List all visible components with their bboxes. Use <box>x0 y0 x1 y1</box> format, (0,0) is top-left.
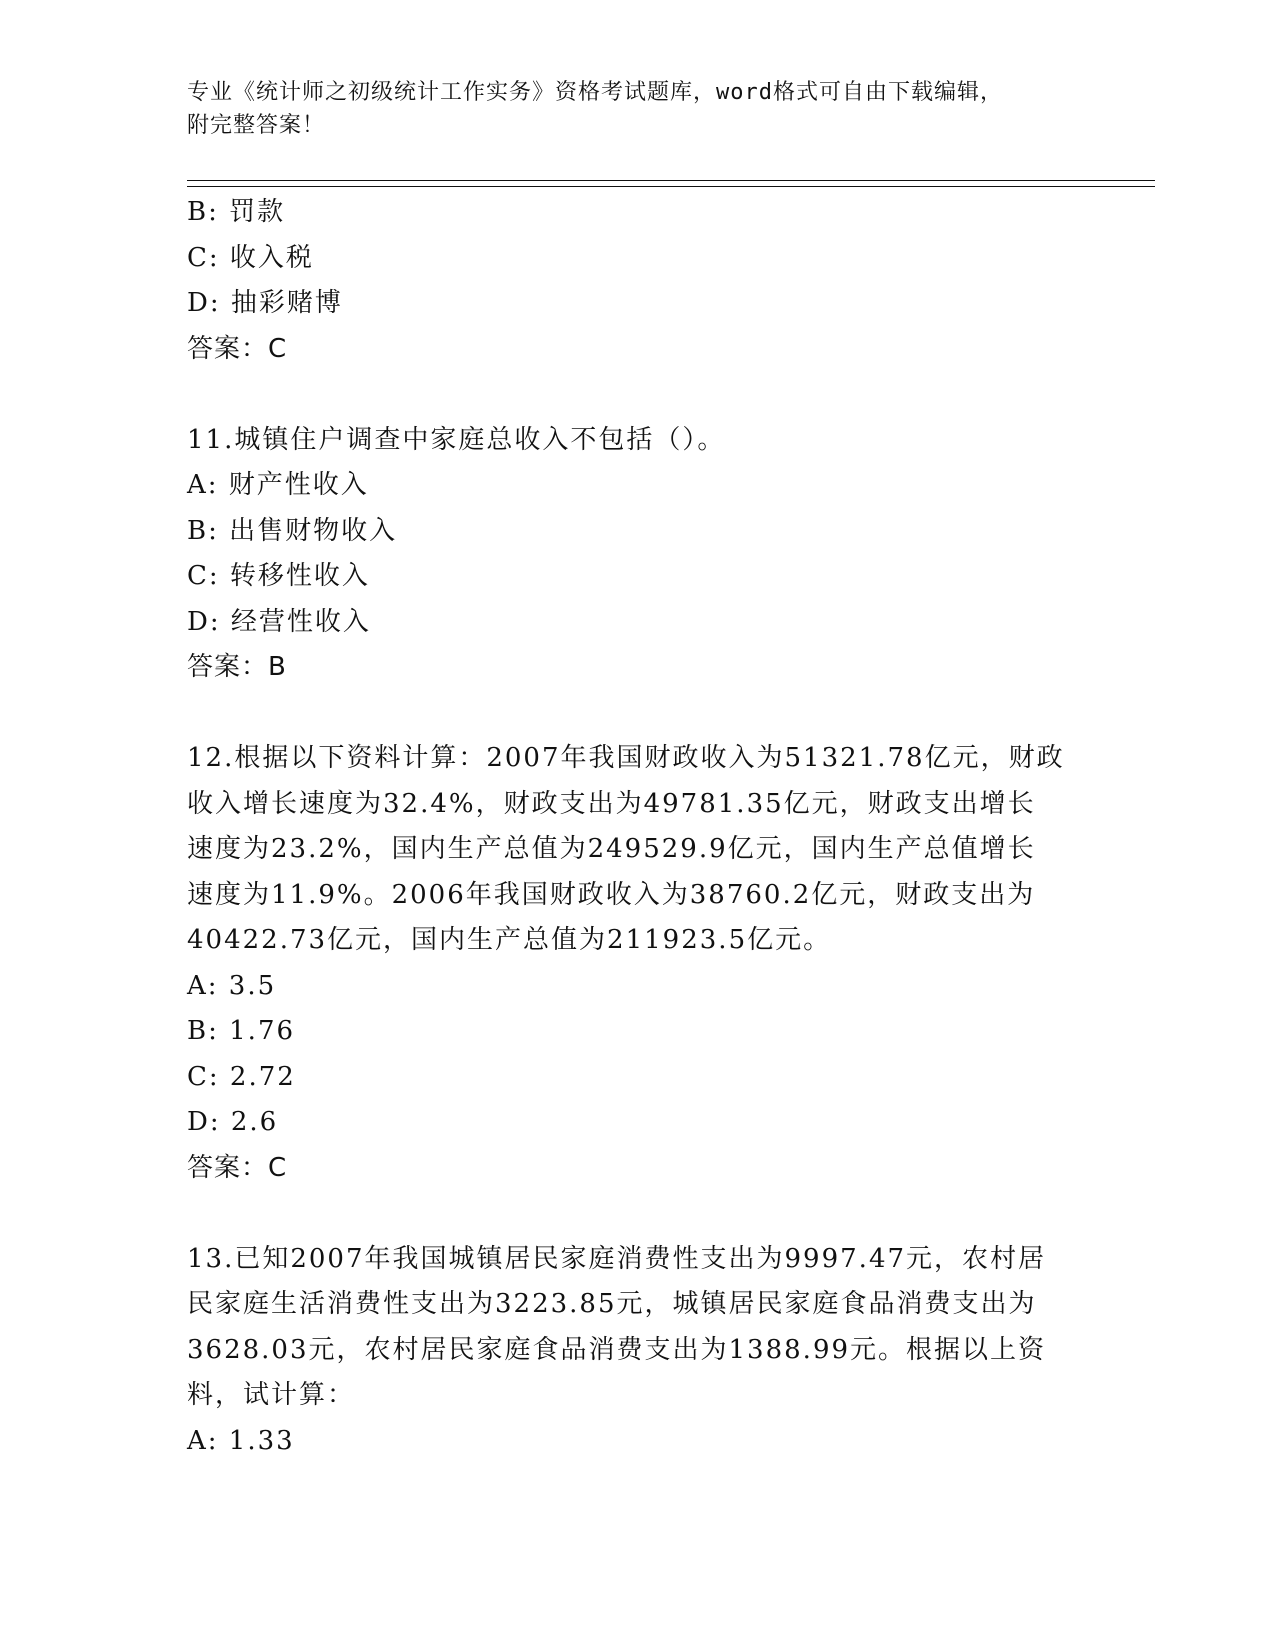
option-d: D: 2.6 <box>187 1107 279 1137</box>
option-b: B: 出售财物收入 <box>187 515 398 546</box>
answer: 答案：C <box>187 1152 288 1183</box>
option-d: D: 抽彩赌博 <box>187 288 343 318</box>
header-rule-top <box>187 180 1155 181</box>
question-text-line: 12.根据以下资料计算：2007年我国财政收入为51321.78亿元，财政 <box>187 743 1065 773</box>
spacer <box>187 1191 1087 1237</box>
question-text-line: 料，试计算： <box>187 1380 356 1410</box>
answer: 答案：C <box>187 333 288 364</box>
option-d: D: 经营性收入 <box>187 606 371 637</box>
option-c: C: 收入税 <box>187 242 314 273</box>
header-rule-bottom <box>187 186 1155 187</box>
question-10 <box>187 190 1087 372</box>
spacer <box>187 372 1087 418</box>
question-text: 11.城镇住户调查中家庭总收入不包括（）。 <box>187 424 726 455</box>
header-line-1: 专业《统计师之初级统计工作实务》资格考试题库，word格式可自由下载编辑， <box>187 80 1003 105</box>
question-text-line: 速度为11.9%。2006年我国财政收入为38760.2亿元，财政支出为 <box>187 879 1036 910</box>
question-text-line: 40422.73亿元，国内生产总值为211923.5亿元。 <box>187 925 832 955</box>
option-c: C: 2.72 <box>187 1061 296 1092</box>
question-content <box>187 190 1087 1464</box>
option-a: A: 3.5 <box>187 970 277 1001</box>
question-text-line: 3628.03元，农村居民家庭食品消费支出为1388.99元。根据以上资 <box>187 1334 1047 1365</box>
header-line-2: 附完整答案！ <box>187 113 326 138</box>
option-c: C: 转移性收入 <box>187 561 370 591</box>
spacer <box>187 691 1087 737</box>
question-text-line: 速度为23.2%，国内生产总值为249529.9亿元，国内生产总值增长 <box>187 834 1036 864</box>
option-b: B: 1.76 <box>187 1016 296 1046</box>
answer: 答案：B <box>187 652 287 682</box>
option-b: B: 罚款 <box>187 197 286 227</box>
document-header <box>187 76 1087 142</box>
option-a: A: 财产性收入 <box>187 470 369 500</box>
question-12 <box>187 736 1087 1191</box>
option-a: A: 1.33 <box>187 1425 295 1456</box>
question-13 <box>187 1237 1087 1465</box>
question-11 <box>187 418 1087 691</box>
question-text-line: 收入增长速度为32.4%，财政支出为49781.35亿元，财政支出增长 <box>187 788 1036 819</box>
question-text-line: 民家庭生活消费性支出为3223.85元，城镇居民家庭食品消费支出为 <box>187 1289 1037 1319</box>
question-text-line: 13.已知2007年我国城镇居民家庭消费性支出为9997.47元，农村居 <box>187 1243 1047 1274</box>
